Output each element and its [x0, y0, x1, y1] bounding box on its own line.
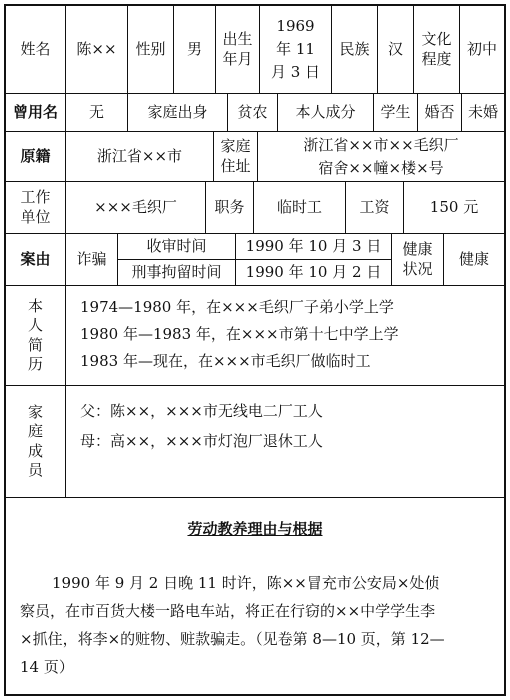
family-content [66, 386, 504, 498]
custody-label: 刑事拘留时间 [118, 260, 236, 286]
name-label: 姓名 [6, 6, 66, 94]
family-origin-label: 家庭出身 [128, 94, 228, 132]
reason-section [6, 498, 504, 694]
wage-label: 工资 [346, 182, 404, 234]
case-value: 诈骗 [66, 234, 118, 286]
gender-label: 性别 [128, 6, 174, 94]
post-value: 临时工 [254, 182, 346, 234]
health-value: 健康 [444, 234, 504, 286]
resume-content [66, 286, 504, 386]
resume-line: 1980 年—1983 年，在×××市第十七中学上学 [80, 325, 399, 343]
alias-value: 无 [66, 94, 128, 132]
personal-status-label: 本人成分 [278, 94, 374, 132]
work-label: 工作 单位 [6, 182, 66, 234]
address-value: 浙江省××市××毛织厂 宿舍××幢×楼×号 [258, 132, 504, 182]
reason-line: 1990 年 9 月 2 日晚 11 时许，陈××冒充市公安局×处侦 [52, 574, 440, 592]
education-label: 文化 程度 [414, 6, 460, 94]
reason-line: ×抓住，将李×的赃物、赃款骗走。（见卷第 8—10 页，第 12— [20, 630, 445, 648]
family-origin-value: 贫农 [228, 94, 278, 132]
family-label: 家 庭 成 员 [6, 386, 66, 498]
gender-value: 男 [174, 6, 216, 94]
marital-label: 婚否 [418, 94, 462, 132]
native-label: 原籍 [6, 132, 66, 182]
birth-value: 1969 年 11 月 3 日 [260, 6, 332, 94]
ethnicity-label: 民族 [332, 6, 378, 94]
health-label: 健康 状况 [392, 234, 444, 286]
detention-label: 收审时间 [118, 234, 236, 260]
reason-heading: 劳动教养理由与根据 [187, 520, 323, 538]
resume-line: 1983 年—现在，在×××市毛织厂做临时工 [80, 352, 371, 370]
reason-line: 察员，在市百货大楼一路电车站，将正在行窃的××中学学生李 [20, 602, 436, 620]
detention-value: 1990 年 10 月 3 日 [236, 234, 392, 260]
custody-value: 1990 年 10 月 2 日 [236, 260, 392, 286]
reason-line: 14 页） [20, 658, 74, 676]
personal-status-value: 学生 [374, 94, 418, 132]
resume-label: 本 人 简 历 [6, 286, 66, 386]
family-line: 父：陈××，×××市无线电二厂工人 [80, 402, 323, 420]
family-line: 母：高××，×××市灯泡厂退休工人 [80, 432, 323, 450]
native-value: 浙江省××市 [66, 132, 214, 182]
alias-label: 曾用名 [6, 94, 66, 132]
record-form [4, 4, 506, 696]
resume-line: 1974—1980 年，在×××毛织厂子弟小学上学 [80, 298, 394, 316]
name-value: 陈×× [66, 6, 128, 94]
address-label: 家庭 住址 [214, 132, 258, 182]
education-value: 初中 [460, 6, 504, 94]
marital-value: 未婚 [462, 94, 504, 132]
post-label: 职务 [206, 182, 254, 234]
work-value: ×××毛织厂 [66, 182, 206, 234]
birth-label: 出生 年月 [216, 6, 260, 94]
wage-value: 150 元 [404, 182, 504, 234]
case-label: 案由 [6, 234, 66, 286]
ethnicity-value: 汉 [378, 6, 414, 94]
